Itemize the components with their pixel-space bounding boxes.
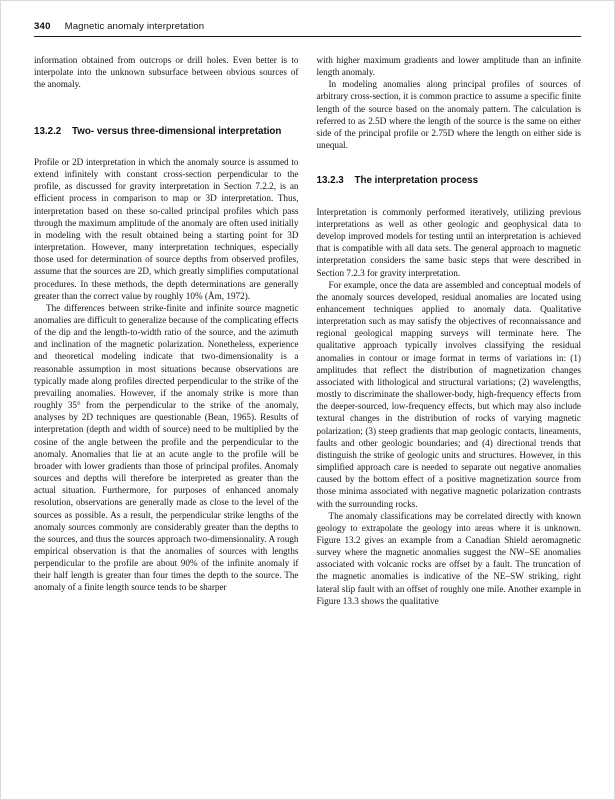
page-number: 340 [34, 21, 51, 32]
running-head-title: Magnetic anomaly interpretation [64, 21, 205, 32]
body-paragraph: Interpretation is commonly performed iteratively, utilizing previous interpretations as well as other geologic and geophysical data to develop improved models for testing until an interpretation is achieved that is compatible with all data sets. The general approach to magnetic interpretation considers the same basic steps that were described in Section 7.2.3 for gravity interpretation. [316, 206, 581, 278]
section-heading-13-2-2 [34, 126, 299, 139]
section-number: 13.2.2 [34, 126, 62, 138]
body-paragraph: Profile or 2D interpretation in which the anomaly source is assumed to extend infinitely with constant cross-section perpendicular to the profile, as discussed for gravity interpretation in Section 7.2.2, is an efficient process in comparison to map or 3D interpretation. Thus, interpretation based on these so-called principal profiles which pass through the maximum amplitude of the anomaly are often used initially in modeling with the result obtained being a starting point for 3D interpretation. However, many interpretation techniques, especially those used for determination of source depths from observed profiles, assume that the sources are 2D, which greatly simplifies computational procedures. In these methods, the depth determinations are generally greater than the correct value by roughly 10% (Åm, 1972). [34, 156, 299, 301]
body-paragraph: with higher maximum gradients and lower amplitude than an infinite length anomaly. [316, 55, 581, 78]
body-paragraph: For example, once the data are assembled and conceptual models of the anomaly sources developed, residual anomalies are located using enhancement techniques applied to anomaly data. Qualitative interpretation such as may satisfy the objectives of reconnaissance and regional geological mapping surveys will terminate here. The qualitative approach typically involves classifying the residual anomalies in contour or image format in terms of variations in: (1) amplitudes that reflect the distribution of magnetization changes associated with lithological and structural variations; (2) wavelengths, mostly to discriminate the shallower-body, high-frequency effects from the deeper-sourced, low-frequency effects, but which may also include textural changes in the distribution of rocks of varying magnetic polarization; (3) steep gradients that map geologic contacts, lineaments, faults and other geologic boundaries; and (4) directional trends that distinguish the strike of geologic units and structures. However, in this simplified approach care is needed to separate out negative anomalies caused by the bottom effect of a positive magnetization source from those minima associated with negative magnetic polarization contrasts with the surrounding rocks. [316, 279, 581, 509]
running-header [34, 21, 581, 32]
body-paragraph: In modeling anomalies along principal profiles of sources of arbitrary cross-section, it is common practice to assume a specific finite length of the source based on the anomaly pattern. The calculation is referred to as 2.5D where the length of the source is the same on either side of the principal profile or 2.75D where the length on either side is unequal. [316, 79, 581, 151]
two-column-layout [34, 54, 581, 607]
header-rule [34, 36, 581, 37]
section-title: Two- versus three-dimensional interpretation [72, 126, 282, 138]
right-column [317, 54, 582, 607]
body-paragraph: The anomaly classifications may be correlated directly with known geology to extrapolate the geology into areas where it is unknown. Figure 13.2 gives an example from a Canadian Shield aeromagnetic survey where the magnetic anomalies suggest the NW–SE anomalies associated with volcanic rocks are offset by a fault. The truncation of the magnetic anomalies is indicative of the NE–SW striking, right lateral slip fault with an offset of roughly one mile. Another example in Figure 13.3 shows the qualitative [316, 510, 581, 606]
body-paragraph: The differences between strike-finite and infinite source magnetic anomalies are difficult to generalize because of the complicating effects of the dip and the length-to-width ratio of the source, and the azimuth and inclination of the magnetic polarization. Nonetheless, experience and theoretical modeling indicate that two-dimensionality is a reasonable assumption in most situations because observations are typically made along profiles directed perpendicular to the strike of the prevailing anomalies. However, if the anomaly strike is more than roughly 35° from the perpendicular to the strike of the anomaly, analyses by 2D techniques are questionable (Bean, 1965). Results of interpretation (depth and width of source) need to be multiplied by the cosine of the angle between the profile and the perpendicular to the anomaly. Anomalies that lie at an acute angle to the profile will be broader with lower gradients than those of principal profiles. Anomaly sources and depths will therefore be interpreted as greater than the actual situation. Furthermore, for purposes of enhanced anomaly resolution, observations are generally made as close to the level of the sources as possible. As a result, the perpendicular strike lengths of the anomaly sources commonly are considerably greater than the depths to the sources, and thus the sources approach two-dimensionality. A rough empirical observation is that the anomalies of sources with lengths perpendicular to the profile are about 90% of the infinite anomaly if their half length is greater than four times the depth to the source. The anomaly of a finite length source tends to be sharper [34, 302, 299, 593]
section-heading-13-2-3 [317, 175, 582, 188]
left-column [34, 54, 299, 607]
section-number: 13.2.3 [316, 175, 344, 187]
section-title: The interpretation process [354, 175, 479, 187]
body-paragraph: information obtained from outcrops or drill holes. Even better is to interpolate into the unknown subsurface between obvious sources of the anomaly. [34, 55, 299, 90]
